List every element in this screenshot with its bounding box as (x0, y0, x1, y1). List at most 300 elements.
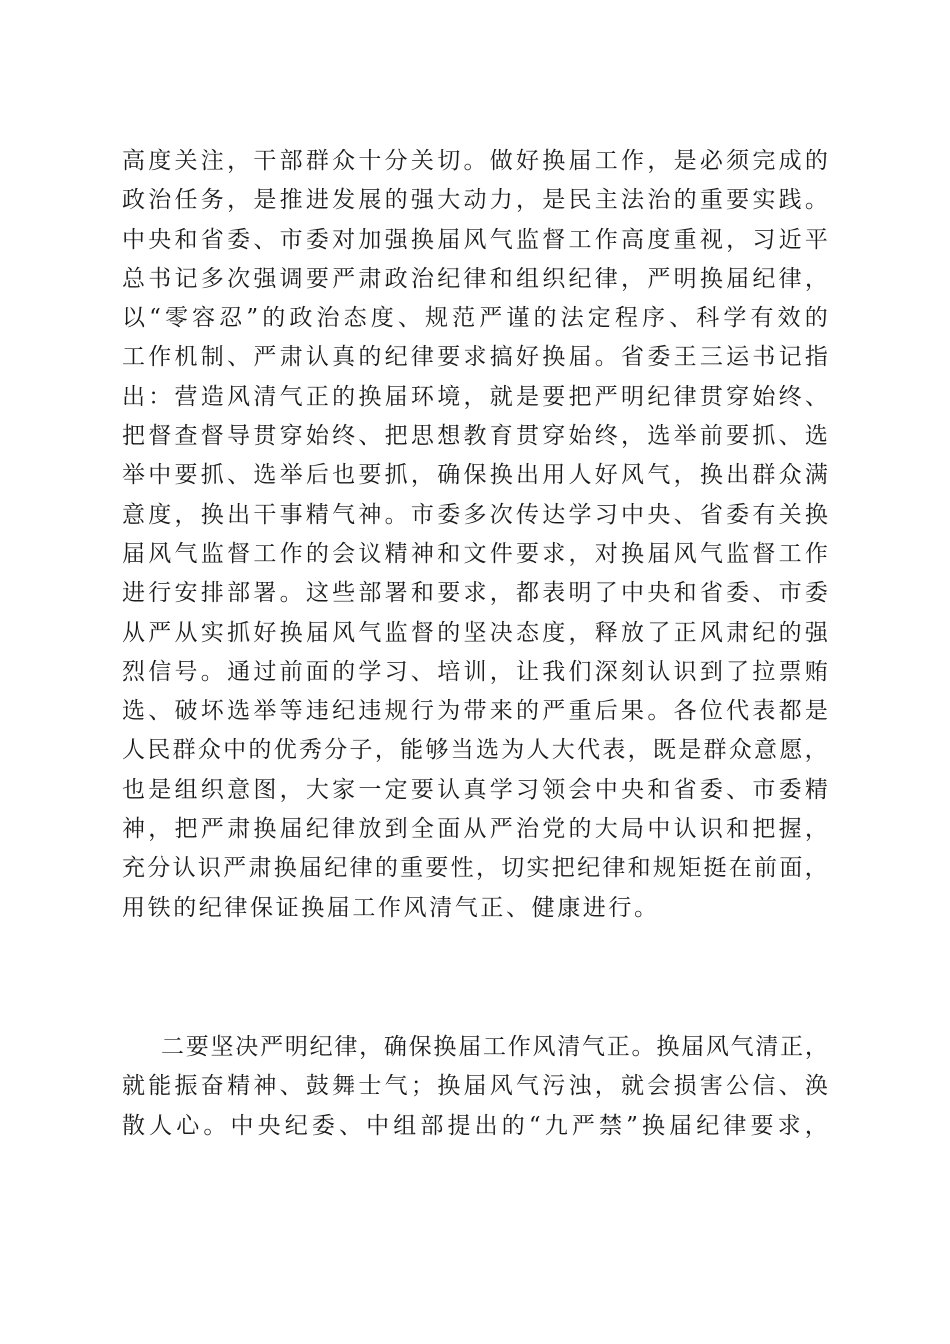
text-char: 学 (723, 305, 747, 332)
text-char: 纪 (568, 265, 592, 292)
text-char: 要 (425, 855, 449, 882)
text-char: 深 (594, 658, 618, 685)
text-char: 后 (305, 462, 329, 489)
text-char: 表 (602, 737, 626, 764)
text-char: ： (148, 383, 172, 410)
text-char: 好 (515, 344, 539, 371)
text-char: 正 (780, 1034, 804, 1060)
text-char: 清 (253, 383, 277, 410)
text-char: 纪 (332, 698, 356, 725)
text-char: 认 (673, 816, 697, 843)
text-char: 的 (332, 383, 356, 410)
text-char: 当 (450, 737, 474, 764)
text-char: 度 (542, 619, 566, 646)
text-char: 、 (253, 226, 277, 253)
text-char: 好 (594, 462, 618, 489)
text-char: 范 (452, 305, 476, 332)
text-char: 的 (374, 855, 398, 882)
text-char: 群 (703, 737, 727, 764)
text-char: 过 (253, 658, 277, 685)
text-char: 风 (332, 619, 356, 646)
text-char: 大 (305, 776, 329, 803)
text-char: 正 (305, 383, 329, 410)
text-char: 规 (425, 305, 449, 332)
text-char: 忍 (219, 305, 243, 332)
text-char: 制 (200, 344, 224, 371)
text-char: 省 (673, 776, 697, 803)
text-char: 营 (174, 383, 198, 410)
text-char: 风 (673, 540, 697, 567)
text-line (122, 181, 828, 220)
text-char: 气 (730, 1034, 754, 1060)
text-char: 届 (279, 816, 303, 843)
text-char: 换 (253, 816, 277, 843)
text-char: 也 (332, 462, 356, 489)
text-char: 也 (122, 776, 145, 803)
text-char: 全 (410, 816, 434, 843)
text-line (122, 1107, 828, 1146)
text-char: 贯 (699, 383, 723, 410)
text-char: 会 (332, 540, 356, 567)
text-char: 定 (384, 776, 408, 803)
text-char: 工 (568, 226, 592, 253)
text-char: 十 (358, 148, 382, 174)
text-char: 督 (752, 540, 776, 567)
text-char: 治 (515, 816, 539, 843)
text-char: 定 (587, 305, 611, 332)
text-char: ， (621, 265, 645, 292)
text-char: 是 (673, 148, 697, 174)
text-char: 作 (621, 148, 645, 174)
text-char: 谨 (506, 305, 530, 332)
text-char: 组 (515, 265, 539, 292)
text-char: 委 (311, 1112, 335, 1139)
text-char: 刻 (621, 658, 645, 685)
text-char: 选 (475, 737, 499, 764)
text-char: ， (489, 658, 513, 685)
text-char: ， (804, 816, 828, 843)
text-char: 换 (542, 148, 566, 174)
text-char: 有 (752, 501, 776, 528)
text-char: 监 (200, 540, 224, 567)
text-char: 的 (384, 187, 408, 214)
text-char: 贯 (515, 423, 539, 450)
text-char: 中 (223, 737, 247, 764)
text-char: 真 (332, 344, 356, 371)
text-char: 作 (507, 1034, 531, 1060)
text-char: 作 (594, 226, 618, 253)
text-char: 识 (699, 816, 723, 843)
text-char: ， (174, 501, 198, 528)
text-char: 中 (594, 776, 618, 803)
text-char: 求 (463, 580, 487, 607)
text-char: “ (149, 305, 161, 332)
text-char: 充 (122, 855, 145, 882)
text-char: 的 (568, 816, 592, 843)
text-char: 领 (542, 776, 566, 803)
text-char: 对 (332, 226, 356, 253)
text-char: 保 (463, 462, 487, 489)
text-char: 选 (122, 698, 145, 725)
text-char: 作 (804, 540, 828, 567)
text-char: 委 (227, 226, 251, 253)
text-line (122, 417, 828, 456)
text-char: 挺 (703, 855, 727, 882)
text-char: 部 (279, 148, 303, 174)
text-char: 是 (148, 776, 172, 803)
text-char: 纪 (284, 1112, 308, 1139)
text-char: 推 (279, 187, 303, 214)
text-char: 保 (408, 1034, 432, 1060)
text-char: 、 (752, 580, 776, 607)
paragraph-1 (122, 142, 828, 928)
text-char: 大 (551, 737, 575, 764)
text-char: 代 (726, 698, 750, 725)
text-char: 选 (253, 462, 277, 489)
text-char: 总 (122, 265, 145, 292)
text-char: ” (626, 1112, 638, 1139)
text-char: 要 (515, 540, 539, 567)
text-char: 要 (750, 1112, 774, 1139)
text-char: 进 (122, 580, 145, 607)
text-char: 。 (279, 580, 303, 607)
text-char: 政 (289, 305, 313, 332)
text-char: 带 (463, 698, 487, 725)
text-char: 纪 (647, 383, 671, 410)
text-char: 和 (627, 855, 651, 882)
text-char: 重 (673, 226, 697, 253)
text-char: 纪 (752, 619, 776, 646)
text-char: 要 (437, 580, 461, 607)
text-char: 拉 (752, 658, 776, 685)
text-char: 精 (227, 1073, 251, 1100)
text-char: 出 (515, 462, 539, 489)
text-char: ， (804, 265, 828, 292)
text-char: ， (227, 187, 251, 214)
text-char: 举 (673, 423, 697, 450)
text-char: 必 (699, 148, 723, 174)
text-char: 舞 (332, 1073, 356, 1100)
text-char: 严 (253, 344, 277, 371)
text-char: 是 (515, 383, 539, 410)
text-char: 委 (804, 580, 828, 607)
text-char: 来 (489, 698, 513, 725)
text-line (122, 731, 828, 770)
text-char: 践 (778, 187, 802, 214)
text-char: 出 (474, 1112, 498, 1139)
text-char: 清 (755, 1034, 779, 1060)
text-char: 气 (174, 540, 198, 567)
text-char: 大 (437, 187, 461, 214)
text-char: 容 (192, 305, 216, 332)
text-char: 动 (463, 187, 487, 214)
text-char: 了 (647, 619, 671, 646)
text-char: 律 (778, 265, 802, 292)
text-char: 学 (489, 776, 513, 803)
text-char: 九 (544, 1112, 568, 1139)
text-char: 气 (279, 383, 303, 410)
text-char: 强 (410, 187, 434, 214)
text-char: 面 (305, 658, 329, 685)
text-char: 中 (621, 501, 645, 528)
text-char: 分 (147, 855, 171, 882)
text-char: 对 (594, 540, 618, 567)
text-char: 届 (681, 1034, 705, 1060)
text-char: ， (148, 816, 172, 843)
text-char: 决 (489, 619, 513, 646)
text-char: 展 (358, 187, 382, 214)
text-char: 抓 (200, 462, 224, 489)
text-char: 届 (463, 1073, 487, 1100)
text-char: 神 (358, 501, 382, 528)
text-char: 优 (273, 737, 297, 764)
text-char: 都 (515, 580, 539, 607)
text-char: 任 (174, 187, 198, 214)
text-char: 秀 (298, 737, 322, 764)
text-char: 的 (515, 698, 539, 725)
text-char: 风 (532, 1034, 556, 1060)
text-char: 严 (260, 1034, 284, 1060)
text-char: 注 (200, 148, 224, 174)
text-line (122, 535, 828, 574)
text-char: 图 (253, 776, 277, 803)
text-char: 人 (122, 737, 145, 764)
text-char: 选 (227, 698, 251, 725)
text-char: 举 (253, 698, 277, 725)
text-char: 换 (542, 344, 566, 371)
text-char: 事 (279, 501, 303, 528)
text-char: 委 (699, 776, 723, 803)
text-char: 、 (227, 462, 251, 489)
text-char: 务 (200, 187, 224, 214)
text-char: 市 (279, 226, 303, 253)
text-char: 成 (778, 148, 802, 174)
text-char: ， (374, 737, 398, 764)
text-char: 的 (305, 540, 329, 567)
text-char: 换 (489, 462, 513, 489)
text-char: 切 (437, 148, 461, 174)
text-char: 浊 (568, 1073, 592, 1100)
text-char: 是 (678, 737, 702, 764)
text-char: 性 (450, 855, 474, 882)
text-char: 省 (200, 226, 224, 253)
text-line (122, 142, 828, 181)
text-char: 换 (358, 383, 382, 410)
text-char: 政 (384, 265, 408, 292)
text-char: ， (673, 462, 697, 489)
text-char: 到 (699, 658, 723, 685)
text-char: 心 (176, 1112, 200, 1139)
text-char: 肃 (248, 855, 272, 882)
text-char: 强 (253, 265, 277, 292)
text-char: 气 (332, 501, 356, 528)
text-char: 号 (174, 658, 198, 685)
text-char: 和 (489, 265, 513, 292)
text-char: 零 (165, 305, 189, 332)
text-char: 风 (148, 540, 172, 567)
text-char: 传 (515, 501, 539, 528)
text-char: 治 (647, 187, 671, 214)
text-char: ， (804, 737, 828, 764)
text-char: 署 (253, 580, 277, 607)
text-char: 风 (705, 1034, 729, 1060)
text-char: 选 (804, 423, 828, 450)
text-char: 坚 (210, 1034, 234, 1060)
text-char: 真 (463, 776, 487, 803)
text-char: 面 (437, 816, 461, 843)
text-char: 换 (642, 1112, 666, 1139)
text-char: 神 (410, 540, 434, 567)
text-char: 把 (551, 855, 575, 882)
text-char: 中 (122, 226, 145, 253)
text-char: 干 (253, 148, 277, 174)
text-char: 督 (148, 423, 172, 450)
text-char: 害 (699, 1073, 723, 1100)
text-char: 律 (673, 383, 697, 410)
text-char: 部 (358, 580, 382, 607)
text-char: 把 (568, 383, 592, 410)
text-char: 须 (726, 148, 750, 174)
text-char: 高 (621, 226, 645, 253)
text-char: ， (515, 187, 539, 214)
text-char: 达 (542, 501, 566, 528)
text-char: 决 (235, 1034, 259, 1060)
text-char: 终 (594, 423, 618, 450)
text-char: 记 (174, 265, 198, 292)
text-char: 纪 (696, 1112, 720, 1139)
text-char: 央 (257, 1112, 281, 1139)
text-char: ” (246, 305, 259, 332)
text-char: 关 (778, 501, 802, 528)
text-char: 确 (383, 1034, 407, 1060)
text-char: 众 (728, 737, 752, 764)
text-char: 换 (410, 226, 434, 253)
text-char: 指 (804, 344, 828, 371)
text-char: 中 (148, 462, 172, 489)
text-char: 委 (778, 776, 802, 803)
text-line (122, 338, 828, 377)
text-char: 学 (568, 501, 592, 528)
text-char: 法 (560, 305, 584, 332)
text-char: 实 (200, 619, 224, 646)
text-char: 位 (699, 698, 723, 725)
text-char: 分 (324, 737, 348, 764)
text-char: 气 (384, 1073, 408, 1100)
text-char: 好 (515, 148, 539, 174)
text-char: 禁 (599, 1112, 623, 1139)
text-char: 一 (358, 776, 382, 803)
text-char: 搞 (489, 344, 513, 371)
text-char: 纪 (309, 1034, 333, 1060)
text-char: 精 (305, 501, 329, 528)
text-char: 工 (778, 540, 802, 567)
text-char: 央 (148, 226, 172, 253)
text-line (122, 378, 828, 417)
text-char: 会 (647, 1073, 671, 1100)
text-char: 届 (122, 540, 145, 567)
text-char: 关 (174, 148, 198, 174)
text-char: 终 (778, 383, 802, 410)
text-char: 释 (594, 619, 618, 646)
text-char: 风 (621, 462, 645, 489)
text-char: 次 (227, 265, 251, 292)
text-char: 让 (515, 658, 539, 685)
text-char: 了 (726, 658, 750, 685)
text-char: 都 (778, 698, 802, 725)
text-char: 代 (577, 737, 601, 764)
text-line (122, 221, 828, 260)
text-char: 和 (673, 580, 697, 607)
text-char: 民 (147, 737, 171, 764)
text-char: 家 (332, 776, 356, 803)
text-char: 举 (122, 462, 145, 489)
text-char: 规 (652, 855, 676, 882)
text-char: 的 (501, 1112, 525, 1139)
text-char: 委 (726, 580, 750, 607)
text-char: 纪 (752, 265, 776, 292)
text-char: 、 (673, 501, 697, 528)
text-char: 举 (279, 462, 303, 489)
text-char: 律 (602, 855, 626, 882)
text-char: 在 (728, 855, 752, 882)
text-char: 破 (174, 698, 198, 725)
text-char: 机 (174, 344, 198, 371)
text-char: 损 (673, 1073, 697, 1100)
text-char: ， (647, 148, 671, 174)
text-char: 。 (384, 501, 408, 528)
text-char: 序 (642, 305, 666, 332)
text-char: 气 (647, 462, 671, 489)
text-char: 督 (410, 619, 434, 646)
text-char: 的 (804, 148, 828, 174)
text-char: 做 (489, 148, 513, 174)
text-char: 近 (778, 226, 802, 253)
text-char: “ (528, 1112, 541, 1139)
text-char: ， (279, 776, 303, 803)
text-char: 度 (148, 501, 172, 528)
text-char: ， (475, 855, 499, 882)
text-char: 切 (501, 855, 525, 882)
text-char: 风 (699, 619, 723, 646)
text-char: 换 (656, 1034, 680, 1060)
text-char: 届 (647, 540, 671, 567)
text-char: 市 (410, 501, 434, 528)
text-char: 气 (699, 540, 723, 567)
text-char: 强 (804, 619, 828, 646)
text-char: 前 (279, 658, 303, 685)
text-char: 安 (174, 580, 198, 607)
text-char: 换 (699, 462, 723, 489)
text-char: 抓 (227, 619, 251, 646)
text-char: 省 (699, 580, 723, 607)
text-char: 调 (279, 265, 303, 292)
text-char: 面 (779, 855, 803, 882)
text-char: 子 (349, 737, 373, 764)
text-char: 、 (148, 698, 172, 725)
text-char: 干 (253, 501, 277, 528)
text-char: 度 (148, 148, 172, 174)
text-char: 求 (777, 1112, 801, 1139)
text-char: 训 (463, 658, 487, 685)
text-char: 央 (647, 501, 671, 528)
text-char: 织 (200, 776, 224, 803)
text-char: 实 (526, 855, 550, 882)
text-char: 的 (437, 619, 461, 646)
text-char: 了 (594, 580, 618, 607)
text-char: ， (621, 423, 645, 450)
text-char: 造 (200, 383, 224, 410)
text-char: 气 (515, 1073, 539, 1100)
